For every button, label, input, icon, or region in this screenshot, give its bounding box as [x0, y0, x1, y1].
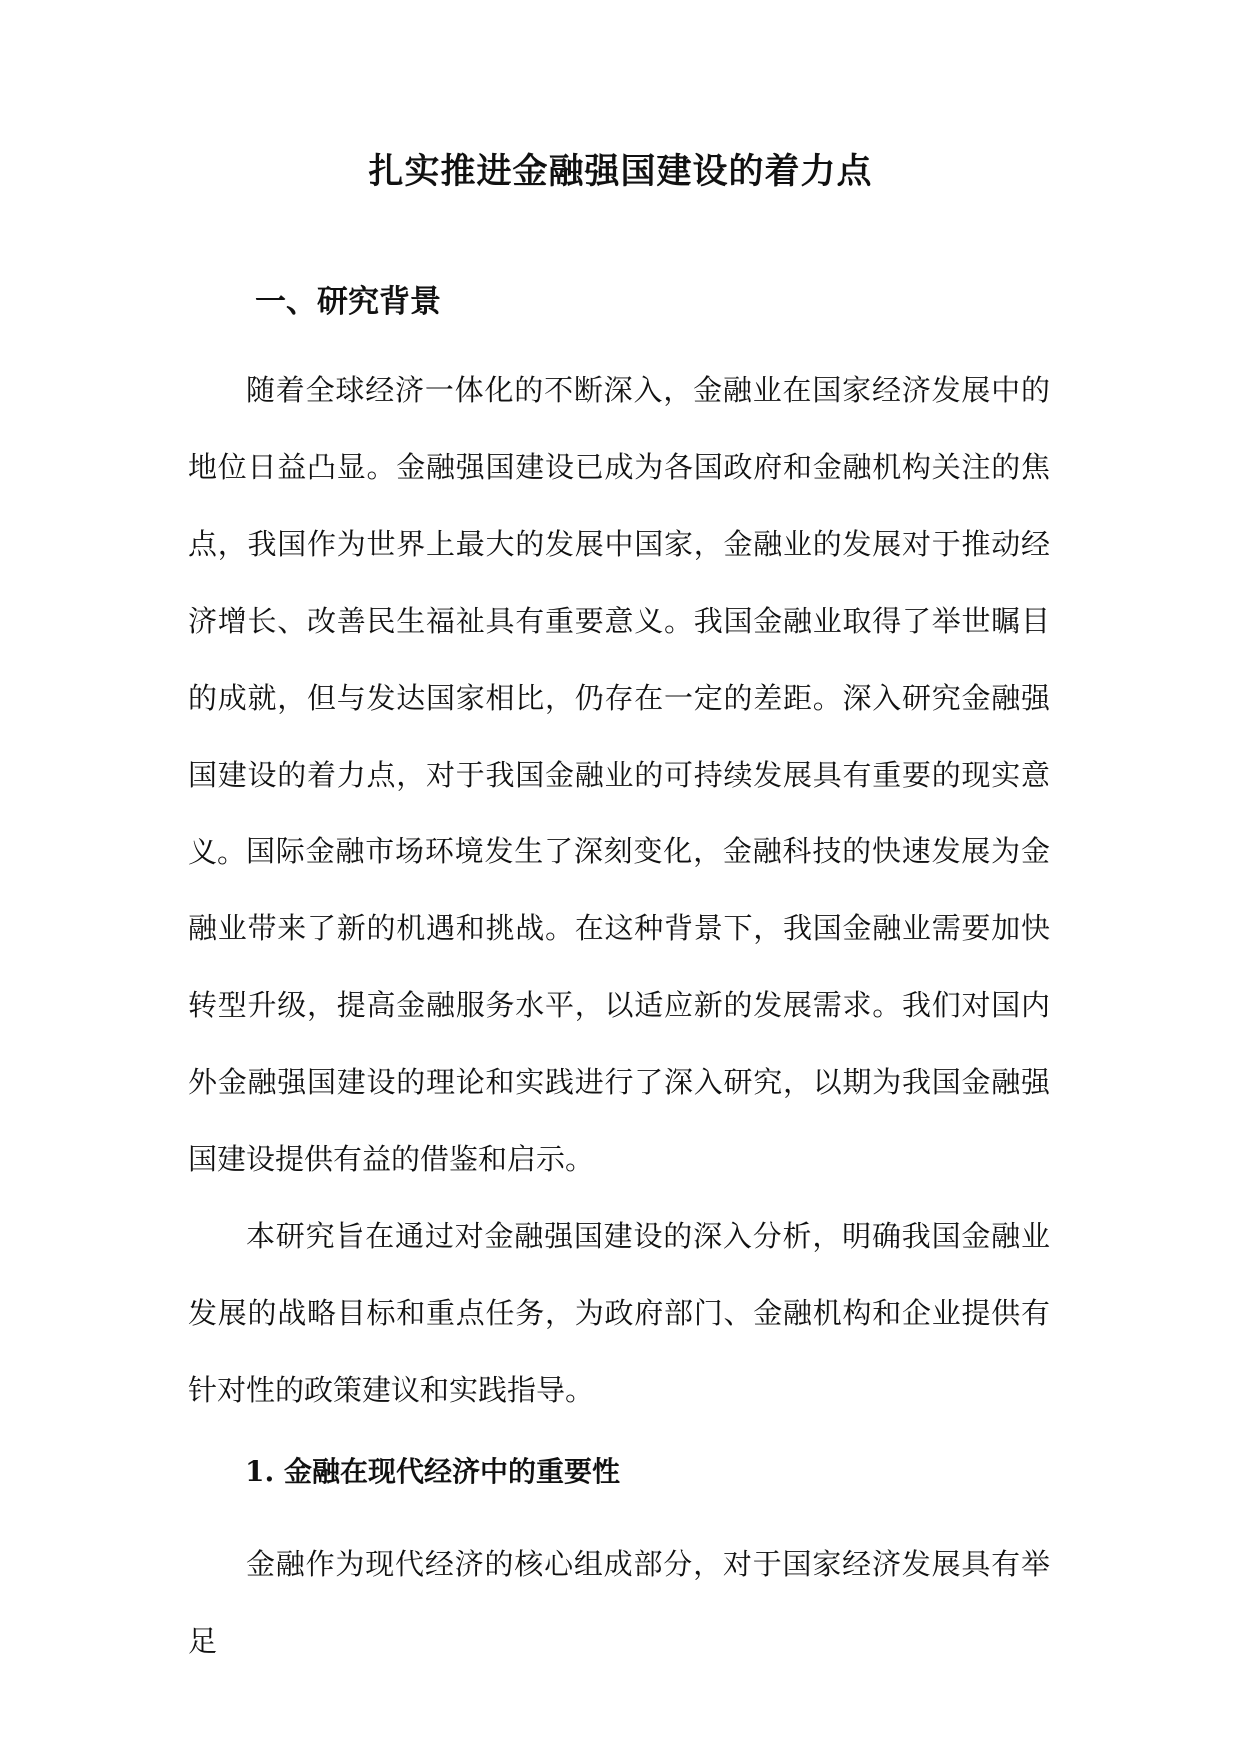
paragraph: 本研究旨在通过对金融强国建设的深入分析，明确我国金融业发展的战略目标和重点任务，为政府部门、金融机构和企业提供有针对性的政策建议和实践指导。: [188, 1219, 1050, 1407]
paragraph: 金融作为现代经济的核心组成部分，对于国家经济发展具有举足: [188, 1547, 1050, 1658]
subsection-heading: 1. 金融在现代经济中的重要性: [245, 1455, 620, 1488]
paragraph: 国际金融市场环境发生了深刻变化，金融科技的快速发展为金融业带来了新的机遇和挑战。在这种背景下，我国金融业需要加快转型升级，提高金融服务水平，以适应新的发展需求。我们对国内外金融强国建设的理论和实践进行了深入研究，以期为我国金融强国建设提供有益的借鉴和启示。: [188, 834, 1050, 1176]
document-title: 扎实推进金融强国建设的着力点: [368, 151, 873, 192]
paragraph: 随着全球经济一体化的不断深入，金融业在国家经济发展中的地位日益凸显。金融强国建设已成为各国政府和金融机构关注的焦点，我国作为世界上最大的发展中国家，金融业的发展对于推动经济增长、改善民生福祉具有重要意义。我国金融业取得了举世瞩目的成就，但与发达国家相比，仍存在一定的差距。深入研究金融强国建设的着力点，对于我国金融业的可持续发展具有重要的现实意义。: [188, 373, 1050, 869]
section-heading-research-background: 一、研究背景: [255, 284, 441, 320]
